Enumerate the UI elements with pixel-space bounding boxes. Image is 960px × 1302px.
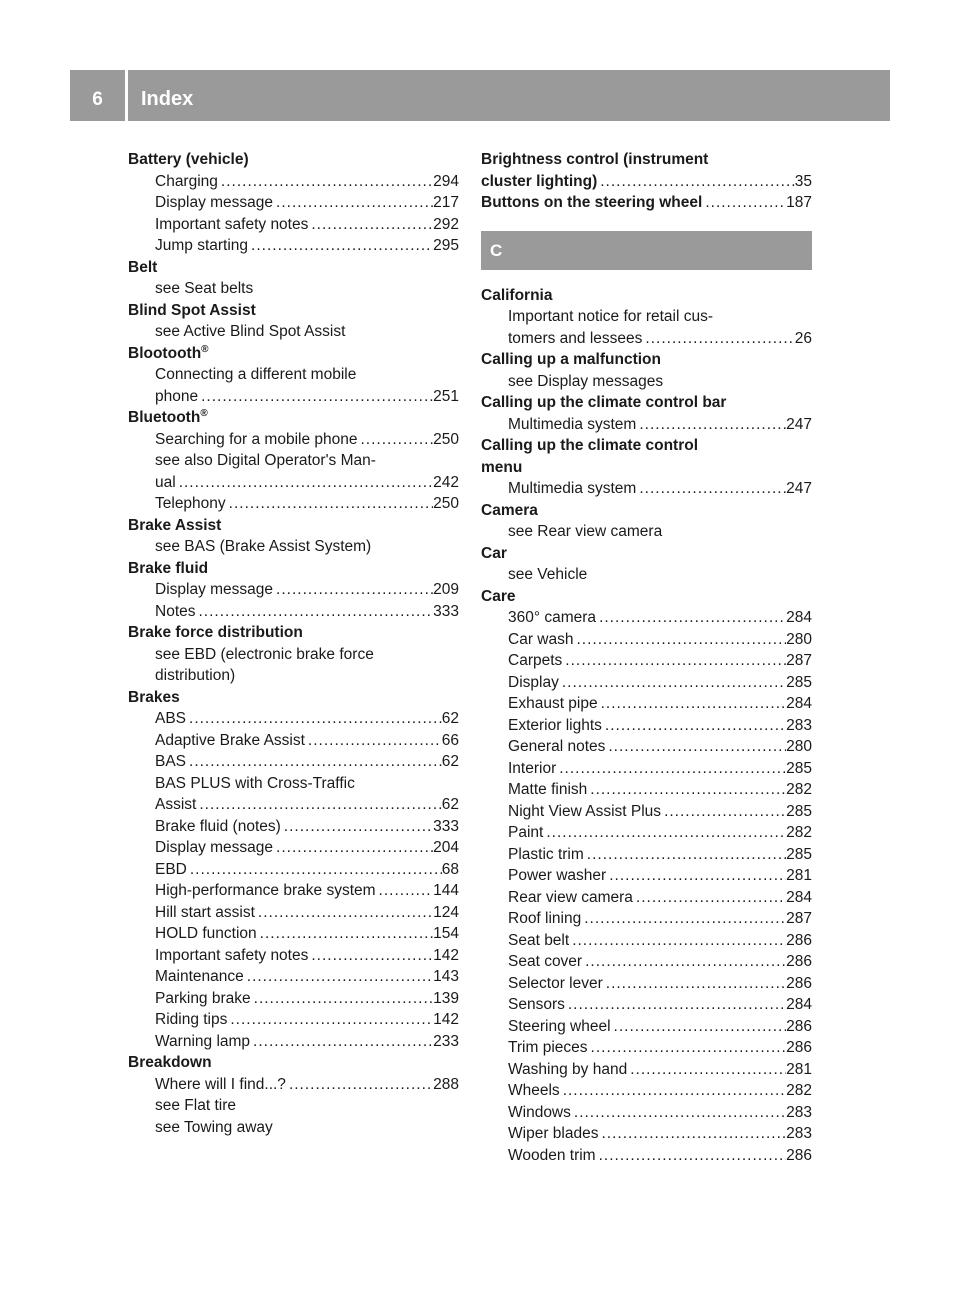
index-subentry: Steering wheel ..... 286	[481, 1016, 812, 1038]
index-subentry: Parking brake ..... 139	[128, 988, 459, 1010]
index-subentry: Telephony ..... 250	[128, 493, 459, 515]
page-ref: 280	[786, 738, 812, 755]
index-subentry: Display message ..... 217	[128, 192, 459, 214]
index-subentry: Maintenance ..... 143	[128, 966, 459, 988]
page-ref: 26	[794, 329, 812, 347]
page-ref: 283	[786, 1125, 812, 1142]
page-ref: 284	[786, 888, 812, 906]
index-subentry: see Active Blind Spot Assist	[155, 323, 346, 340]
index-subentry: see Display messages	[508, 372, 664, 390]
index-subentry: Connecting a different mobile	[155, 366, 357, 383]
page-ref: 286	[786, 931, 812, 949]
page-ref: 286	[786, 953, 812, 970]
index-entry-blootooth: Blootooth®	[128, 343, 209, 362]
index-subentry: Assist ..... 62	[128, 794, 459, 816]
index-entry-brightness-control-cont: cluster lighting) ..... 35	[481, 171, 812, 193]
page-ref: 124	[433, 903, 459, 921]
index-subentry: Washing by hand ..... 281	[481, 1059, 812, 1081]
index-subentry: see Seat belts	[155, 280, 254, 297]
page-ref: 280	[786, 630, 812, 648]
page-ref: 142	[433, 946, 459, 964]
index-subentry: Rear view camera ..... 284	[481, 887, 812, 909]
section-title: Index	[141, 88, 194, 110]
page-ref: 209	[433, 581, 459, 598]
page-ref: 143	[433, 968, 459, 985]
index-entry-care: Care	[481, 587, 516, 605]
index-subentry: Notes ..... 333	[128, 601, 459, 623]
index-entry-calling-up-malfunction: Calling up a malfunction	[481, 351, 661, 368]
index-subentry: phone ..... 251	[128, 386, 459, 408]
page-ref: 154	[433, 925, 459, 942]
index-subentry: Important safety notes ..... 292	[128, 214, 459, 236]
index-subentry: Selector lever ..... 286	[481, 973, 812, 995]
page-ref: 283	[786, 716, 812, 734]
index-subentry: Night View Assist Plus ..... 285	[481, 801, 812, 823]
index-entry-brake-assist: Brake Assist	[128, 516, 222, 534]
page-ref: 287	[786, 910, 812, 927]
index-entry-california: California	[481, 286, 553, 304]
index-subentry: Warning lamp ..... 233	[128, 1031, 459, 1053]
page-ref: 288	[433, 1075, 459, 1093]
index-subentry: Matte finish ..... 282	[481, 779, 812, 801]
index-subentry: see Towing away	[155, 1118, 273, 1136]
page-ref: 281	[786, 1060, 812, 1078]
index-subentry: Exterior lights ..... 283	[481, 715, 812, 737]
index-subentry: Charging ..... 294	[128, 171, 459, 193]
index-subentry: Sensors ..... 284	[481, 994, 812, 1016]
page-ref: 204	[433, 839, 459, 856]
index-subentry: High-performance brake system ..... 144	[128, 880, 459, 902]
index-subentry: Display message ..... 209	[128, 579, 459, 601]
page-ref: 285	[786, 673, 812, 691]
page-ref: 142	[433, 1011, 459, 1028]
page-ref: 333	[433, 602, 459, 620]
page-ref: 282	[786, 1082, 812, 1099]
page-ref: 284	[786, 609, 812, 626]
header-separator	[125, 70, 128, 121]
index-subentry: Important safety notes ..... 142	[128, 945, 459, 967]
index-subentry: BAS ..... 62	[128, 751, 459, 773]
index-subentry: Carpets ..... 287	[481, 650, 812, 672]
index-entry-brightness-control: Brightness control (instrument	[481, 151, 709, 168]
page-ref: 68	[441, 860, 459, 878]
index-subentry: see Flat tire	[155, 1097, 236, 1114]
index-column-left	[128, 149, 459, 1138]
page-ref: 286	[786, 1017, 812, 1035]
index-entry-battery: Battery (vehicle)	[128, 151, 249, 168]
page-ref: 282	[786, 824, 812, 841]
index-subentry: Jump starting ..... 295	[128, 235, 459, 257]
page-ref: 292	[433, 215, 459, 233]
index-entry-camera: Camera	[481, 501, 538, 519]
index-subentry: Windows ..... 283	[481, 1102, 812, 1124]
index-entry-brake-fluid: Brake fluid	[128, 559, 209, 577]
letter-heading-c: C	[481, 231, 812, 270]
page-ref: 242	[433, 473, 459, 491]
page-ref: 282	[786, 781, 812, 798]
page-ref: 251	[433, 387, 459, 405]
index-subentry: Multimedia system ..... 247	[481, 478, 812, 500]
page-ref: 281	[786, 867, 812, 884]
page-ref: 247	[786, 480, 812, 497]
index-entry-buttons-steering-wheel: Buttons on the steering wheel ..... 187	[481, 192, 812, 214]
page-ref: 286	[786, 1146, 812, 1164]
index-subentry: see Rear view camera	[508, 523, 663, 540]
index-subentry: ual ..... 242	[128, 472, 459, 494]
index-entry-bluetooth: Bluetooth®	[128, 407, 208, 426]
index-subentry: HOLD function ..... 154	[128, 923, 459, 945]
page-ref: 35	[794, 172, 812, 190]
page-ref: 247	[786, 415, 812, 433]
index-subentry: EBD ..... 68	[128, 859, 459, 881]
index-subentry: Adaptive Brake Assist ..... 66	[128, 730, 459, 752]
index-subentry: see EBD (electronic brake force	[155, 645, 374, 663]
index-subentry: Searching for a mobile phone ..... 250	[128, 429, 459, 451]
page-ref: 187	[786, 194, 812, 211]
index-subentry: tomers and lessees ..... 26	[481, 328, 812, 350]
index-subentry: Hill start assist ..... 124	[128, 902, 459, 924]
index-entry-brakes: Brakes	[128, 688, 180, 706]
index-subentry: see also Digital Operator's Man-	[155, 452, 376, 469]
index-entry-brake-force-distribution: Brake force distribution	[128, 624, 303, 641]
page-ref: 62	[441, 753, 459, 770]
page-ref: 62	[441, 710, 459, 727]
index-subentry: see BAS (Brake Assist System)	[155, 538, 372, 555]
page-ref: 144	[433, 882, 459, 899]
index-subentry: Interior ..... 285	[481, 758, 812, 780]
index-subentry: Wheels ..... 282	[481, 1080, 812, 1102]
index-subentry: Where will I find...? ..... 288	[128, 1074, 459, 1096]
index-subentry: Power washer ..... 281	[481, 865, 812, 887]
index-entry-climate-control-bar: Calling up the climate control bar	[481, 394, 727, 411]
index-subentry: Wooden trim ..... 286	[481, 1145, 812, 1167]
page-ref: 66	[441, 731, 459, 749]
index-subentry: ABS ..... 62	[128, 708, 459, 730]
index-subentry: Trim pieces ..... 286	[481, 1037, 812, 1059]
index-column-right	[481, 149, 812, 1166]
index-subentry: BAS PLUS with Cross-Traffic	[155, 774, 355, 792]
index-subentry: Display message ..... 204	[128, 837, 459, 859]
index-subentry: General notes ..... 280	[481, 736, 812, 758]
index-subentry: Plastic trim ..... 285	[481, 844, 812, 866]
index-subentry: Wiper blades ..... 283	[481, 1123, 812, 1145]
index-subentry: Exhaust pipe ..... 284	[481, 693, 812, 715]
page-ref: 294	[433, 172, 459, 190]
index-entry-car: Car	[481, 544, 507, 562]
index-subentry: Paint ..... 282	[481, 822, 812, 844]
registered-mark: ®	[201, 343, 209, 355]
index-subentry: Brake fluid (notes) ..... 333	[128, 816, 459, 838]
page-ref: 285	[786, 845, 812, 863]
page-ref: 284	[786, 996, 812, 1013]
page-ref: 284	[786, 695, 812, 712]
index-entry-climate-control-menu: Calling up the climate control	[481, 437, 699, 454]
index-subentry: Roof lining ..... 287	[481, 908, 812, 930]
index-subentry: Multimedia system ..... 247	[481, 414, 812, 436]
index-subentry: Car wash ..... 280	[481, 629, 812, 651]
page-ref: 250	[433, 430, 459, 448]
page-ref: 250	[433, 495, 459, 512]
index-subentry: distribution)	[155, 667, 236, 684]
page-ref: 283	[786, 1103, 812, 1121]
page-number: 6	[92, 89, 103, 110]
page-ref: 295	[433, 237, 459, 254]
page-ref: 287	[786, 652, 812, 669]
registered-mark: ®	[200, 407, 208, 419]
index-subentry: see Vehicle	[508, 566, 588, 583]
index-entry-blind-spot-assist: Blind Spot Assist	[128, 301, 256, 319]
page-ref: 286	[786, 1039, 812, 1056]
page-ref: 233	[433, 1032, 459, 1050]
index-subentry: Important notice for retail cus-	[508, 308, 714, 325]
page-ref: 333	[433, 817, 459, 835]
page-ref: 285	[786, 802, 812, 820]
index-entry-breakdown: Breakdown	[128, 1054, 212, 1071]
index-subentry: Display ..... 285	[481, 672, 812, 694]
index-entry-climate-control-menu-cont: menu	[481, 458, 523, 476]
page-ref: 285	[786, 759, 812, 777]
index-subentry: 360° camera ..... 284	[481, 607, 812, 629]
index-subentry: Riding tips ..... 142	[128, 1009, 459, 1031]
index-entry-belt: Belt	[128, 258, 158, 276]
page-ref: 286	[786, 974, 812, 992]
page-ref: 62	[441, 796, 459, 813]
page-ref: 139	[433, 989, 459, 1007]
page-ref: 217	[433, 194, 459, 211]
index-subentry: Seat belt ..... 286	[481, 930, 812, 952]
index-subentry: Seat cover ..... 286	[481, 951, 812, 973]
